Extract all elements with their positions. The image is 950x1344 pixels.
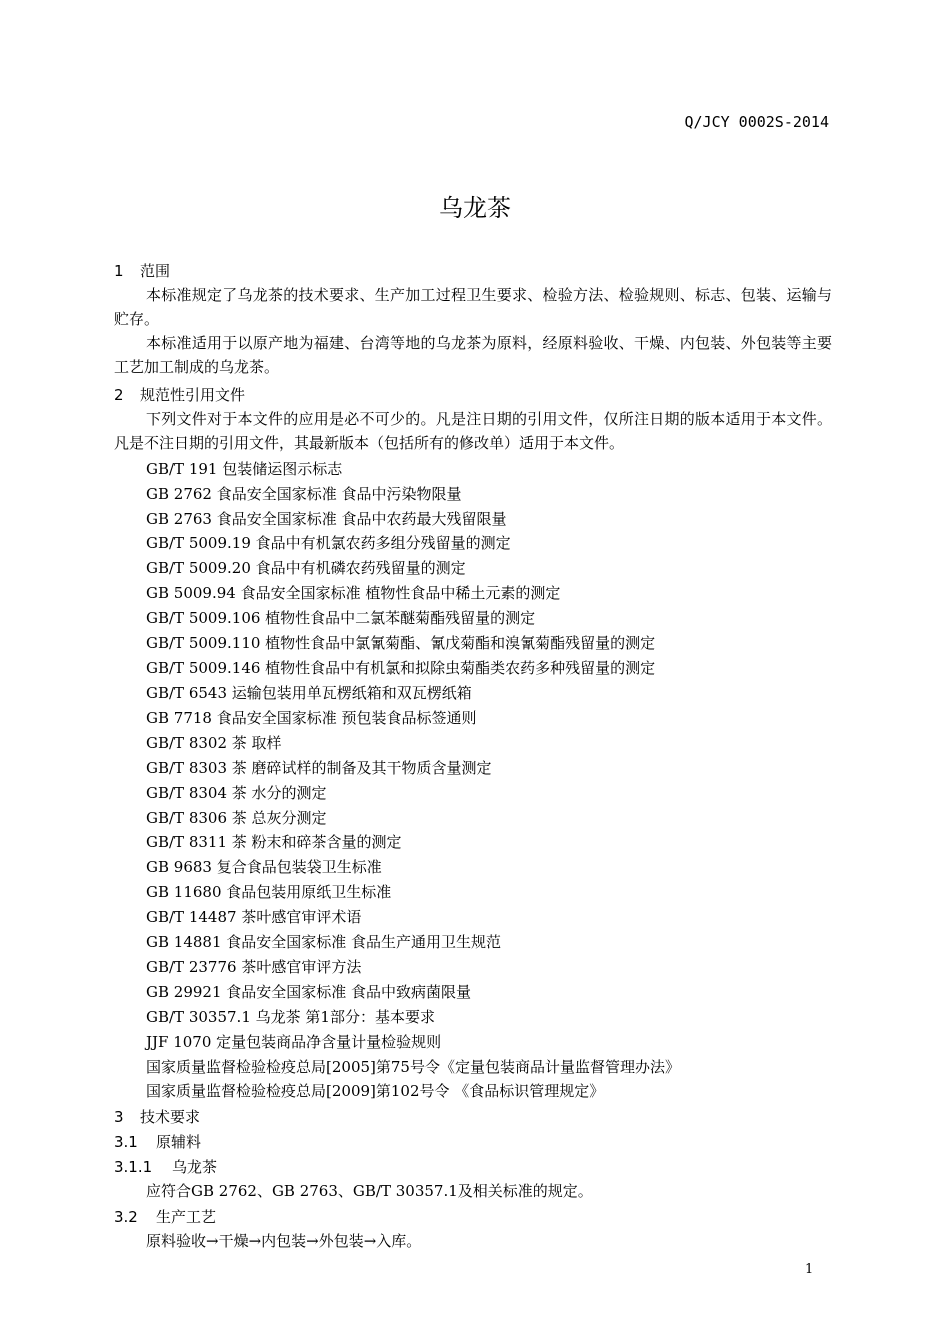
reference-item: GB/T 5009.19 食品中有机氯农药多组分残留量的测定 — [146, 534, 511, 552]
subsection-3-2-text: 原料验收→干燥→内包装→外包装→入库。 — [146, 1232, 422, 1250]
reference-item: GB 7718 食品安全国家标准 预包装食品标签通则 — [146, 709, 477, 727]
section-number: 2 — [114, 386, 124, 404]
subsection-3-1-1-heading — [114, 1156, 217, 1177]
section-2-heading — [114, 384, 245, 405]
section-2-intro: 下列文件对于本文件的应用是必不可少的。凡是注日期的引用文件，仅所注日期的版本适用于本文件。凡是不注日期的引用文件，其最新版本（包括所有的修改单）适用于本文件。 — [114, 410, 832, 452]
subsection-number: 3.1 — [114, 1133, 138, 1151]
subsection-title: 乌龙茶 — [172, 1158, 218, 1176]
reference-item: GB 14881 食品安全国家标准 食品生产通用卫生规范 — [146, 933, 502, 951]
reference-item: GB/T 5009.106 植物性食品中二氯苯醚菊酯残留量的测定 — [146, 609, 536, 627]
reference-item: GB/T 5009.146 植物性食品中有机氯和拟除虫菊酯类农药多种残留量的测定 — [146, 659, 656, 677]
reference-item: 国家质量监督检验检疫总局[2005]第75号令《定量包装商品计量监督管理办法》 — [146, 1058, 680, 1076]
document-title: 乌龙茶 — [439, 194, 511, 222]
reference-item: GB 9683 复合食品包装袋卫生标准 — [146, 858, 382, 876]
reference-item: GB/T 8311 茶 粉末和碎茶含量的测定 — [146, 833, 402, 851]
section-3-heading — [114, 1106, 200, 1127]
reference-item: GB/T 8303 茶 磨碎试样的制备及其干物质含量测定 — [146, 759, 492, 777]
page-number: 1 — [805, 1262, 814, 1277]
subsection-3-2-heading — [114, 1206, 216, 1227]
reference-item: GB/T 8304 茶 水分的测定 — [146, 784, 327, 802]
reference-item: GB/T 5009.110 植物性食品中氯氰菊酯、氰戊菊酯和溴氰菊酯残留量的测定 — [146, 634, 656, 652]
reference-item: GB/T 14487 茶叶感官审评术语 — [146, 908, 362, 926]
reference-item: GB/T 23776 茶叶感官审评方法 — [146, 958, 362, 976]
reference-item: GB 2763 食品安全国家标准 食品中农药最大残留限量 — [146, 510, 507, 528]
reference-item: GB 5009.94 食品安全国家标准 植物性食品中稀土元素的测定 — [146, 584, 561, 602]
reference-item: GB 11680 食品包装用原纸卫生标准 — [146, 883, 392, 901]
reference-item: GB/T 8302 茶 取样 — [146, 734, 282, 752]
reference-item: GB 2762 食品安全国家标准 食品中污染物限量 — [146, 485, 462, 503]
section-1-paragraph-1: 本标准规定了乌龙茶的技术要求、生产加工过程卫生要求、检验方法、检验规则、标志、包装、运输与贮存。 — [114, 286, 832, 328]
section-title: 规范性引用文件 — [140, 386, 246, 404]
section-number: 1 — [114, 262, 124, 280]
subsection-title: 生产工艺 — [156, 1208, 217, 1226]
reference-item: GB/T 6543 运输包装用单瓦楞纸箱和双瓦楞纸箱 — [146, 684, 472, 702]
section-title: 技术要求 — [140, 1108, 201, 1126]
section-1-heading — [114, 260, 170, 281]
subsection-number: 3.1.1 — [114, 1158, 153, 1176]
subsection-3-1-1-text: 应符合GB 2762、GB 2763、GB/T 30357.1及相关标准的规定。 — [146, 1182, 593, 1200]
subsection-title: 原辅料 — [156, 1133, 202, 1151]
reference-item: JJF 1070 定量包装商品净含量计量检验规则 — [146, 1033, 442, 1051]
reference-item: GB 29921 食品安全国家标准 食品中致病菌限量 — [146, 983, 472, 1001]
section-title: 范围 — [140, 262, 171, 280]
reference-item: GB/T 5009.20 食品中有机磷农药残留量的测定 — [146, 559, 466, 577]
reference-item: GB/T 8306 茶 总灰分测定 — [146, 809, 327, 827]
reference-item: 国家质量监督检验检疫总局[2009]第102号令 《食品标识管理规定》 — [146, 1082, 605, 1100]
section-number: 3 — [114, 1108, 124, 1126]
reference-item: GB/T 30357.1 乌龙茶 第1部分：基本要求 — [146, 1008, 435, 1026]
reference-item: GB/T 191 包装储运图示标志 — [146, 460, 343, 478]
subsection-number: 3.2 — [114, 1208, 138, 1226]
standard-code: Q/JCY 0002S-2014 — [684, 113, 829, 131]
section-1-paragraph-2: 本标准适用于以原产地为福建、台湾等地的乌龙茶为原料，经原料验收、干燥、内包装、外包装等主要工艺加工制成的乌龙茶。 — [114, 334, 832, 376]
subsection-3-1-heading — [114, 1131, 201, 1152]
